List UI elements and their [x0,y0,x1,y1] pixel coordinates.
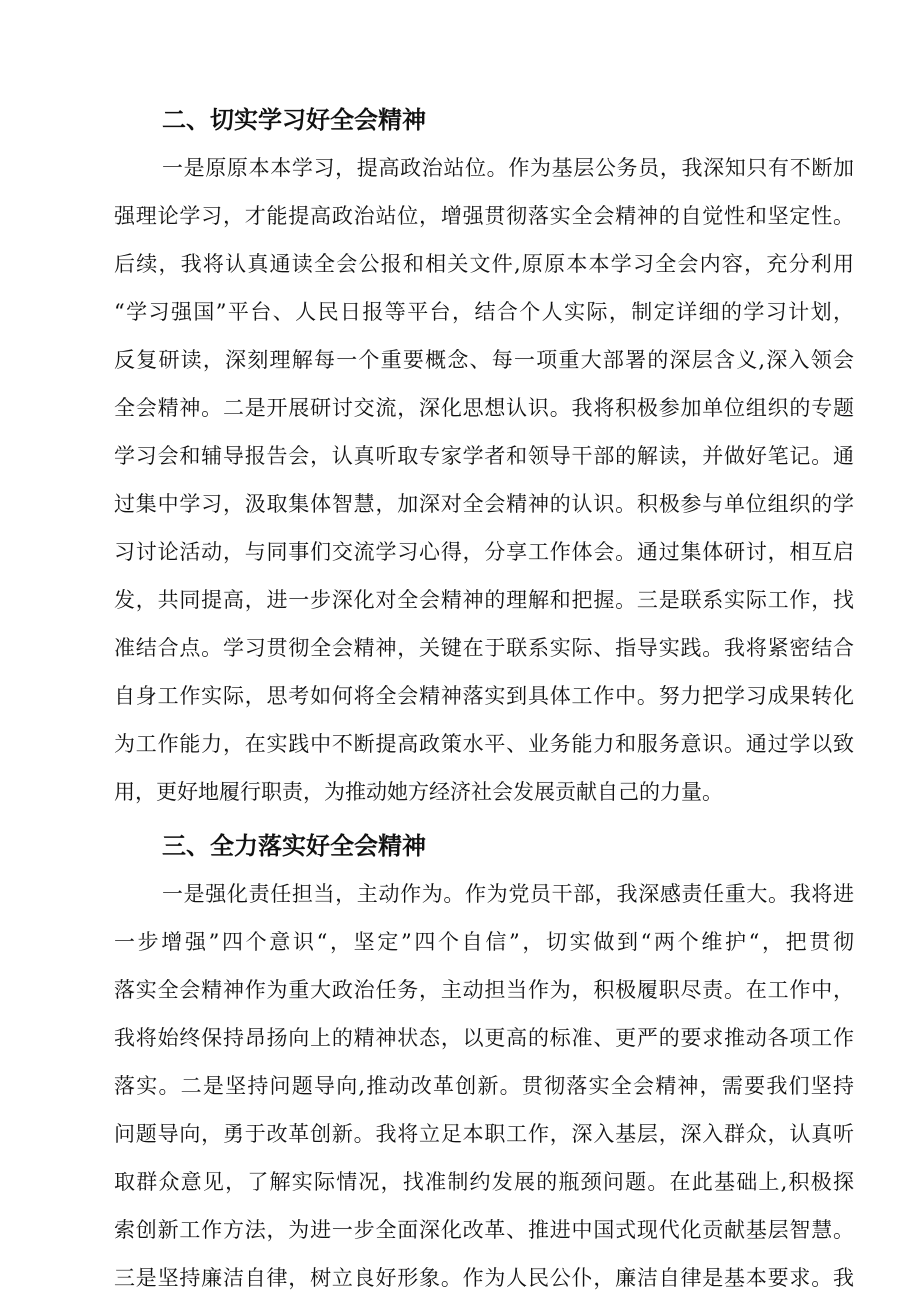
text-line: 反复研读，深刻理解每一个重要概念、每一项重大部署的深层含义,深入领会 [114,348,854,372]
text-line: 一是原原本本学习，提高政治站位。作为基层公务员，我深知只有不断加 [162,156,854,180]
text-line: 我将始终保持昂扬向上的精神状态，以更高的标准、更严的要求推动各项工作 [114,1026,854,1050]
text-line: 准结合点。学习贯彻全会精神，关键在于联系实际、指导实践。我将紧密结合 [114,636,854,660]
document-body [114,96,854,1302]
text-line: 强理论学习，才能提高政治站位，增强贯彻落实全会精神的自觉性和坚定性。 [114,204,854,228]
text-line: 落实全会精神作为重大政治任务，主动担当作为，积极履职尽责。在工作中， [114,978,854,1002]
text-line: 学习会和辅导报告会，认真听取专家学者和领导干部的解读，并做好笔记。通 [114,444,854,468]
text-line: 问题导向，勇于改革创新。我将立足本职工作，深入基层，深入群众，认真听 [114,1122,854,1146]
section-2-paragraph [114,144,854,816]
section-3-paragraph [114,870,854,1302]
text-line: 为工作能力，在实践中不断提高政策水平、业务能力和服务意识。通过学以致 [114,732,854,756]
text-line: 用，更好地履行职责，为推动她方经济社会发展贡献自己的力量。 [114,780,723,804]
text-line: 自身工作实际，思考如何将全会精神落实到具体工作中。努力把学习成果转化 [114,684,854,708]
section-heading-2: 二、切实学习好全会精神 [162,106,426,134]
text-line: 后续，我将认真通读全会公报和相关文件,原原本本学习全会内容，充分利用 [114,252,854,276]
text-line: 发，共同提高，进一步深化对全会精神的理解和把握。三是联系实际工作，找 [114,588,854,612]
section-heading-3: 三、全力落实好全会精神 [162,832,426,860]
text-line: 落实。二是坚持问题导向,推动改革创新。贯彻落实全会精神，需要我们坚持 [114,1074,854,1098]
text-line: 习讨论活动，与同事们交流学习心得，分享工作体会。通过集体研讨，相互启 [114,540,854,564]
text-line: 全会精神。二是开展研讨交流，深化思想认识。我将积极参加单位组织的专题 [114,396,854,420]
text-line: 一是强化责任担当，主动作为。作为党员干部，我深感责任重大。我将进 [162,882,854,906]
text-line: 取群众意见，了解实际情况，找准制约发展的瓶颈问题。在此基础上,积极探 [114,1170,854,1194]
text-line: 过集中学习，汲取集体智慧，加深对全会精神的认识。积极参与单位组织的学 [114,492,854,516]
text-line: “学习强国”平台、人民日报等平台，结合个人实际，制定详细的学习计划， [114,300,854,324]
text-line: 三是坚持廉洁自律，树立良好形象。作为人民公仆，廉洁自律是基本要求。我 [114,1266,854,1290]
text-line: 索创新工作方法，为进一步全面深化改革、推进中国式现代化贡献基层智慧。 [114,1218,854,1242]
text-line: 一步增强”四个意识“，坚定”四个自信”，切实做到“两个维护“，把贯彻 [114,930,854,954]
